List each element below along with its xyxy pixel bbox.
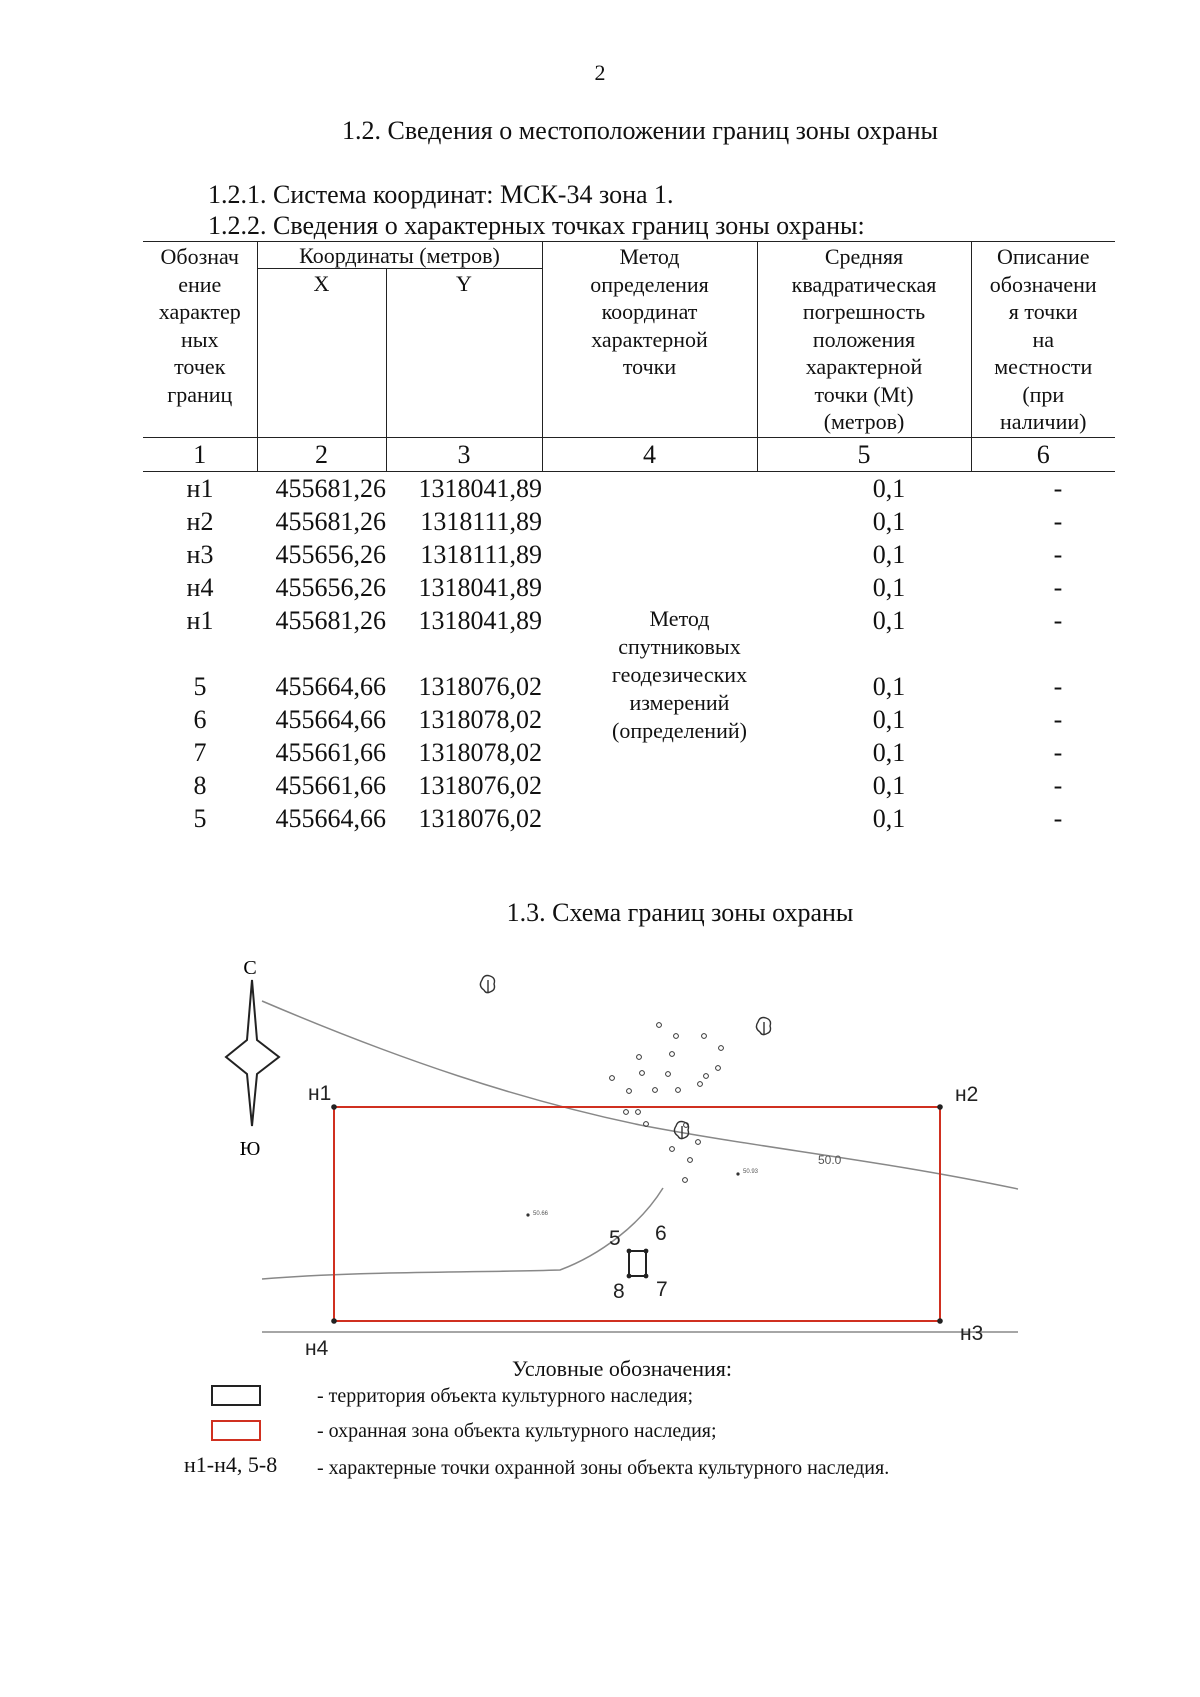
north-label: С: [243, 957, 257, 979]
label-8: 8: [613, 1280, 625, 1303]
cell-y: 1318041,89: [418, 573, 542, 602]
cell-x: 455656,26: [275, 573, 386, 602]
header-x: X: [257, 269, 386, 438]
cell-x: 455681,26: [275, 606, 386, 635]
cell-description: -: [1053, 738, 1063, 767]
label-n2: н2: [955, 1083, 979, 1106]
legend-title: Условные обозначения:: [512, 1356, 733, 1381]
cell-description: -: [1053, 705, 1063, 734]
cell-description: -: [1053, 771, 1063, 800]
cell-point: н2: [186, 507, 214, 536]
cell-y: 1318078,02: [418, 705, 542, 734]
elevation-label: 50.93: [743, 1169, 759, 1175]
elevation-point: [736, 1172, 739, 1175]
boundary-point: [937, 1104, 943, 1110]
elevation-point: [526, 1213, 529, 1216]
contour-line-lower: [262, 1188, 663, 1279]
legend-zone-text: - охранная зона объекта культурного наследия;: [317, 1420, 717, 1442]
cell-mean-error: 0,1: [872, 738, 906, 767]
label-7: 7: [656, 1278, 668, 1301]
method-line: Метод спутниковых: [618, 606, 741, 659]
cell-mean-error: 0,1: [872, 474, 906, 503]
coordinate-system-line: 1.2.1. Система координат: МСК-34 зона 1.: [208, 180, 674, 209]
cell-mean-error: 0,1: [872, 507, 906, 536]
cell-mean-error: 0,1: [872, 540, 906, 569]
cell-y: 1318041,89: [418, 474, 542, 503]
legend-points-text: - характерные точки охранной зоны объекта культурного наследия.: [317, 1457, 890, 1479]
header-y: Y: [386, 269, 542, 438]
cell-point: н1: [186, 606, 214, 635]
cell-y: 1318111,89: [420, 540, 542, 569]
cell-mean-error: 0,1: [872, 705, 906, 734]
cell-description: -: [1053, 474, 1063, 503]
col-number: 1: [143, 438, 257, 472]
cell-y: 1318041,89: [418, 606, 542, 635]
method-line: геодезических: [611, 662, 748, 687]
boundary-point: [644, 1249, 649, 1254]
col-number: 4: [542, 438, 757, 472]
cell-description: -: [1053, 540, 1063, 569]
cell-point: 8: [193, 771, 207, 800]
cell-x: 455664,66: [275, 804, 386, 833]
cell-y: 1318076,02: [418, 672, 542, 701]
cell-x: 455681,26: [275, 474, 386, 503]
header-mean-error: Средняя квадратическая погрешность положения характерной точки (Mt) (метров): [757, 242, 971, 438]
cell-point: н1: [186, 474, 214, 503]
header-method: Метод определения координат характерной точки: [542, 242, 757, 438]
cell-description: -: [1053, 507, 1063, 536]
col-number: 2: [257, 438, 386, 472]
tree-icon: [756, 1018, 770, 1035]
cell-x: 455661,66: [275, 771, 386, 800]
header-coordinates-group: Координаты (метров): [257, 242, 542, 269]
cell-description: -: [1053, 672, 1063, 701]
contour-line-upper: [262, 1001, 1018, 1189]
legend-territory-swatch: [211, 1385, 261, 1406]
cell-y: 1318111,89: [420, 507, 542, 536]
cell-point: 6: [193, 705, 207, 734]
cell-x: 455664,66: [275, 672, 386, 701]
legend-points-key: н1-н4, 5-8: [184, 1452, 278, 1477]
label-n4: н4: [305, 1337, 329, 1360]
cell-x: 455661,66: [275, 738, 386, 767]
method-line: (определений): [612, 718, 747, 743]
header-description: Описание обозначени я точки на местности (при наличии): [971, 242, 1115, 438]
label-n3: н3: [960, 1322, 984, 1345]
cell-mean-error: 0,1: [872, 804, 906, 833]
north-arrow-icon: [226, 980, 279, 1126]
boundary-point: [644, 1274, 649, 1279]
coordinates-table: [143, 241, 1115, 835]
col-number: 3: [386, 438, 542, 472]
section-1-3-title: 1.3. Схема границ зоны охраны: [506, 898, 854, 927]
table-row: [143, 472, 1115, 506]
cell-y: 1318078,02: [418, 738, 542, 767]
elevation-label: 50.66: [533, 1211, 549, 1217]
tree-icon: [674, 1122, 688, 1139]
cell-mean-error: 0,1: [872, 771, 906, 800]
cell-description: -: [1053, 606, 1063, 635]
page-number: 2: [594, 60, 606, 85]
cell-x: 455656,26: [275, 540, 386, 569]
header-point-designation: Обознач ение характер ных точек границ: [143, 242, 257, 438]
cell-point: 5: [193, 804, 207, 833]
cell-x: 455681,26: [275, 507, 386, 536]
boundary-point: [331, 1318, 337, 1324]
contour-label: 50.0: [818, 1153, 842, 1167]
protection-zone-boundary: [334, 1107, 940, 1321]
method-line: измерений: [629, 690, 730, 715]
heritage-object-territory: [629, 1251, 646, 1276]
boundary-point: [331, 1104, 337, 1110]
points-info-line: 1.2.2. Сведения о характерных точках границ зоны охраны:: [208, 211, 865, 240]
cell-mean-error: 0,1: [872, 606, 906, 635]
col-number: 6: [971, 438, 1115, 472]
tree-icon: [480, 976, 494, 993]
cell-x: 455664,66: [275, 705, 386, 734]
cell-method: [542, 472, 757, 836]
vegetation-circles: [610, 1023, 724, 1183]
coordinates-table-body: [143, 472, 1115, 836]
label-n1: н1: [308, 1082, 332, 1105]
cell-point: 7: [193, 738, 207, 767]
boundary-point: [627, 1249, 632, 1254]
legend-zone-swatch: [211, 1420, 261, 1441]
boundary-point: [937, 1318, 943, 1324]
boundary-scheme: [0, 940, 1200, 1360]
cell-mean-error: 0,1: [872, 573, 906, 602]
label-5: 5: [609, 1227, 621, 1250]
south-label: Ю: [239, 1138, 261, 1160]
section-1-2-title: 1.2. Сведения о местоположении границ зоны охраны: [342, 116, 938, 145]
cell-description: -: [1053, 804, 1063, 833]
cell-y: 1318076,02: [418, 771, 542, 800]
cell-description: -: [1053, 573, 1063, 602]
cell-mean-error: 0,1: [872, 672, 906, 701]
legend-territory-text: - территория объекта культурного наследия;: [317, 1385, 694, 1407]
label-6: 6: [655, 1222, 667, 1245]
cell-point: 5: [193, 672, 207, 701]
cell-point: н4: [186, 573, 214, 602]
cell-y: 1318076,02: [418, 804, 542, 833]
cell-point: н3: [186, 540, 214, 569]
boundary-point: [627, 1274, 632, 1279]
col-number: 5: [757, 438, 971, 472]
